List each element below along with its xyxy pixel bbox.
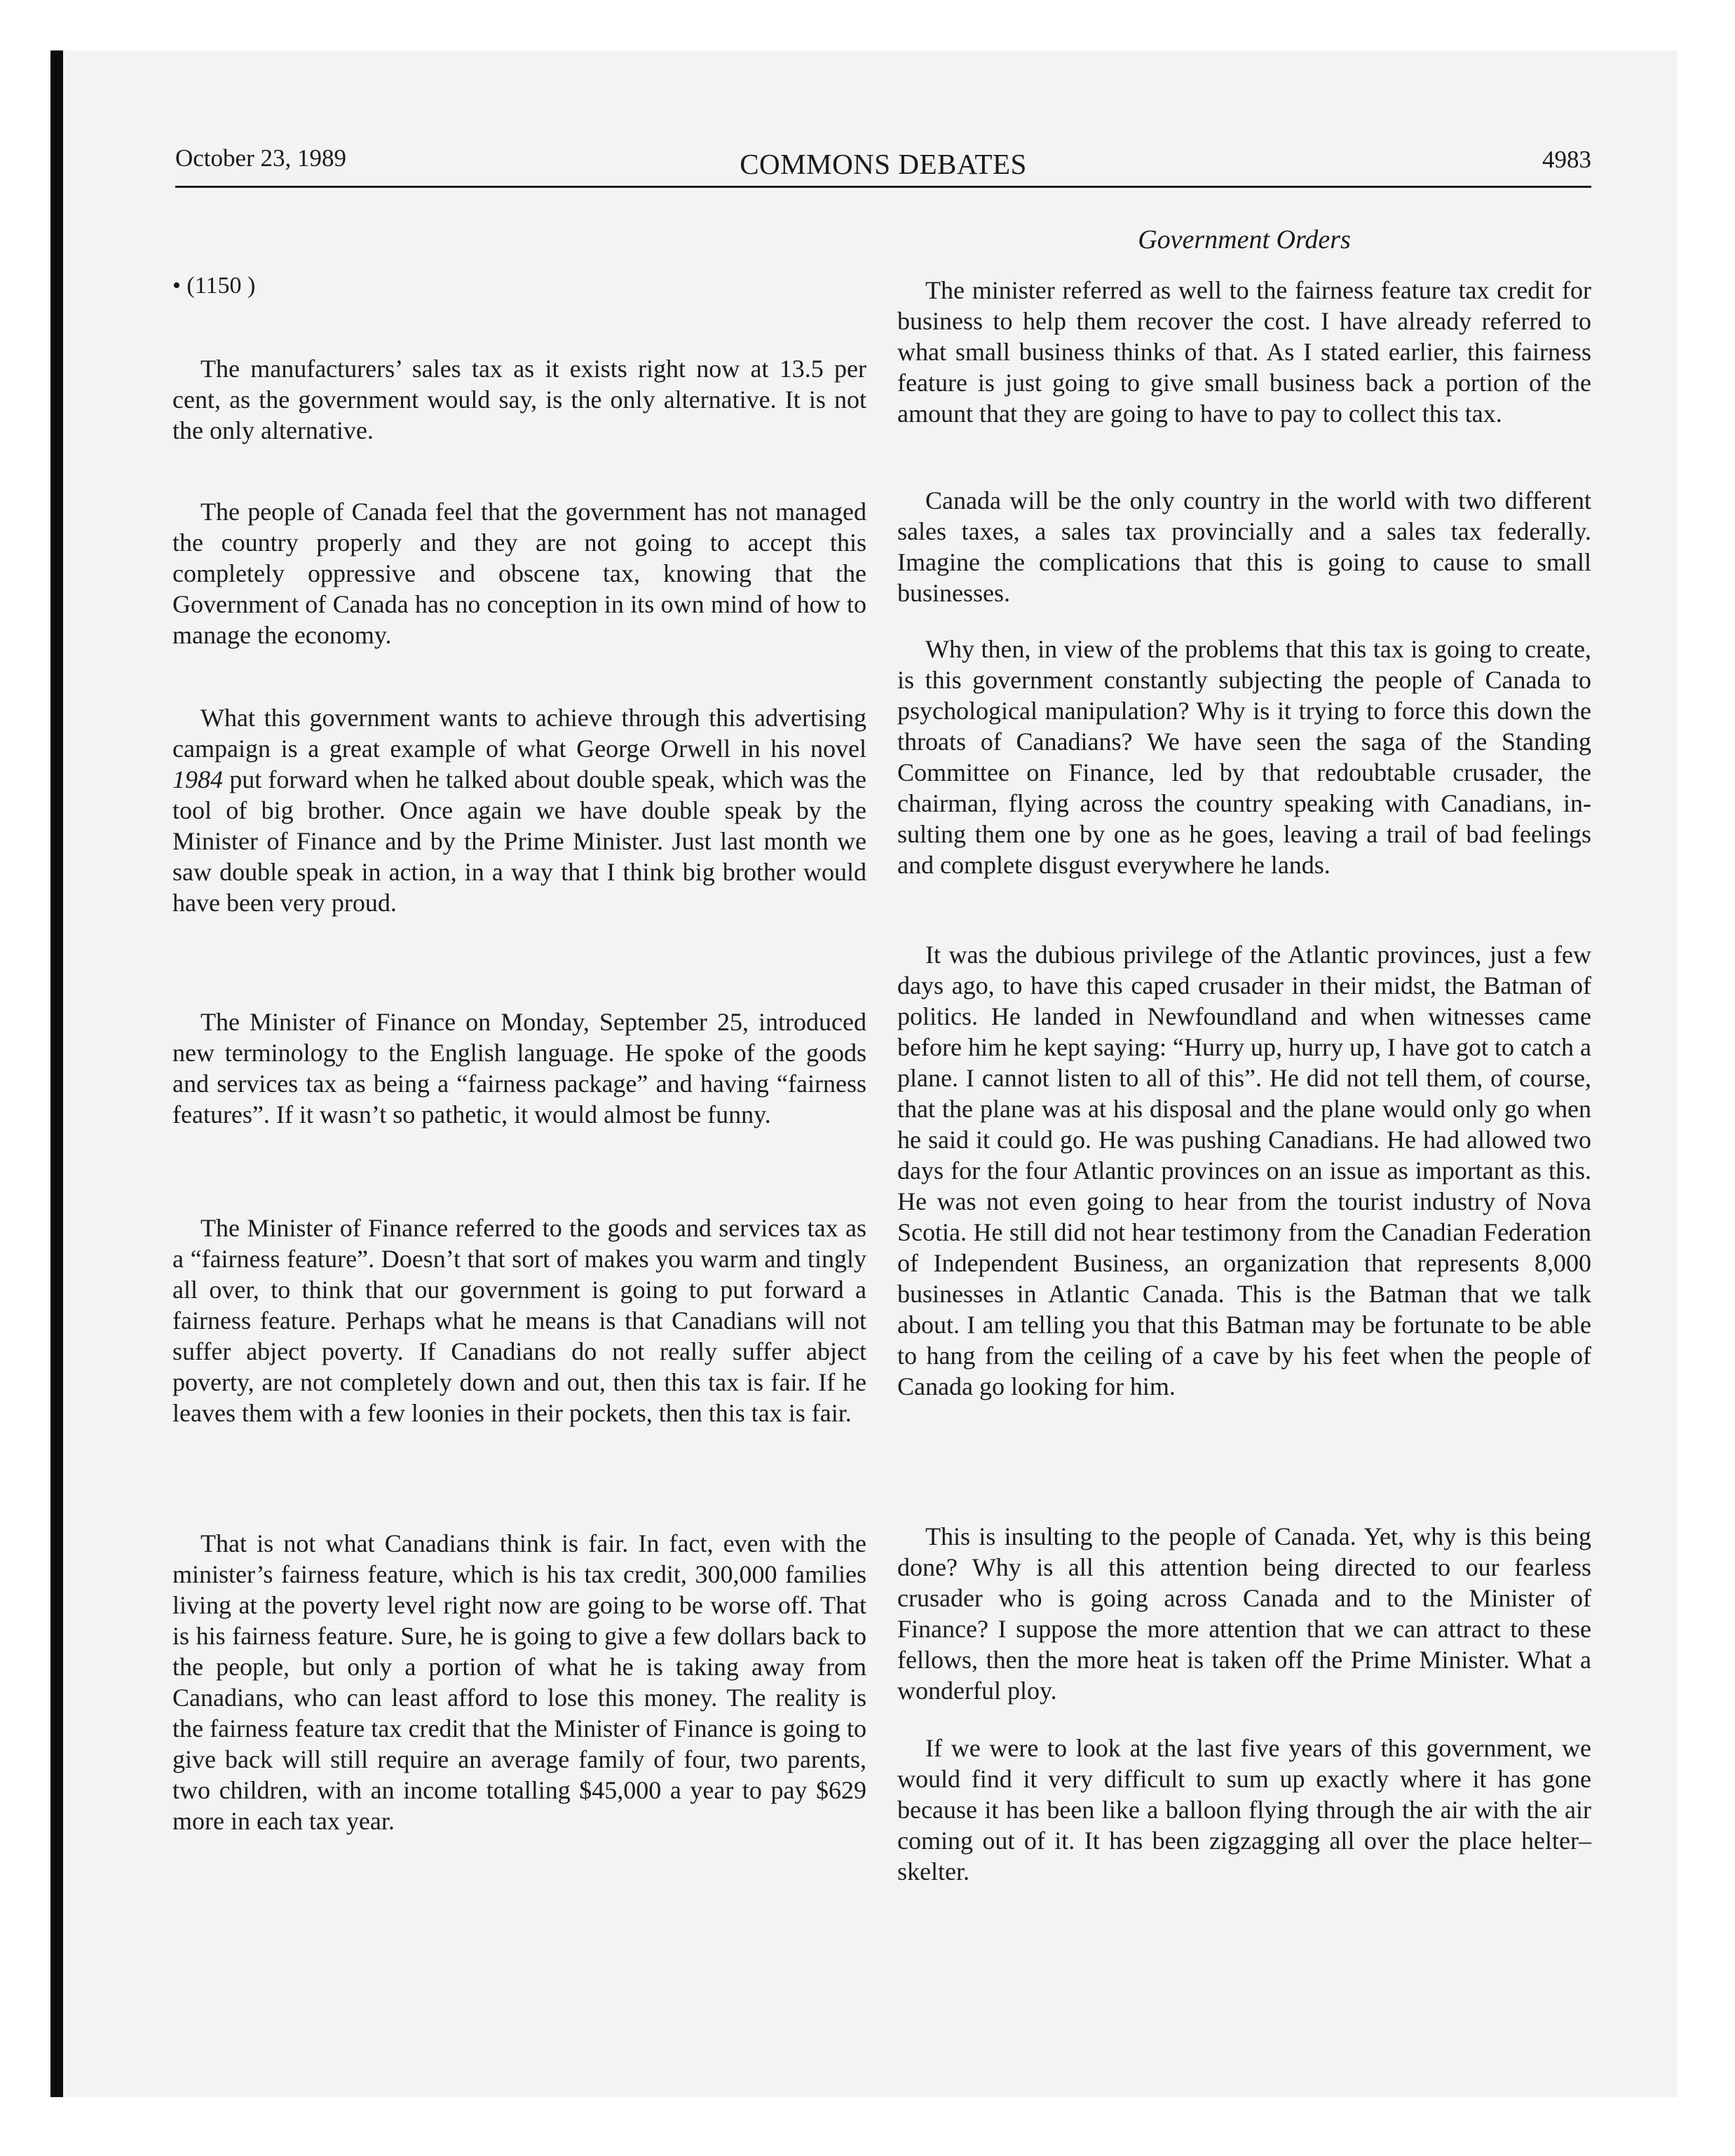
paragraph: The people of Canada feel that the government has not managed the country properly and they are not going to accept this completely oppressive and obscene tax, knowing that the Government of Canada has no conception in its own mind of how to manage the economy. <box>172 498 866 649</box>
paragraph: The manufacturers’ sales tax as it exists right now at 13.5 per cent, as the government would say, is the only alternative. It is not the only alternative. <box>172 355 866 444</box>
paragraph: The Minister of Finance on Monday, September 25, introduced new terminology to the English language. He spoke of the goods and services tax as being a “fairness package” and having “fairness features”. If it wasn’t so pathetic, it would almost be funny. <box>172 1008 866 1128</box>
paragraph: Why then, in view of the problems that this tax is going to create, is this government constantly subjecting the people of Canada to psychological manipulation? Why is it trying to force this down the throats of Canadians? We have seen the saga of the Standing Committee on Finance, led by that redoubtable crusader, the chairman, flying across the country speaking with Canadians, insulting them one by one as he goes, leaving a trail of bad feelings and complete disgust everywhere he lands. <box>897 635 1591 879</box>
header-rule <box>175 186 1591 188</box>
binding-edge-shadow <box>50 50 63 2097</box>
paragraph: Canada will be the only country in the world with two different sales taxes, a sales tax provincially and a sales tax federally. Imagine the complications that this is going to cause to small businesses. <box>897 486 1591 607</box>
paragraph: That is not what Canadians think is fair. In fact, even with the minister’s fairness feature, which is his tax credit, 300,000 families living at the poverty level right now are going to be worse off. That is his fairness feature. Sure, he is going to give a few dollars back to the people, but only a portion of what he is taking away from Canadians, who can least afford to lose this money. The reality is the fairness feature tax credit that the Minister of Finance is going to give back will still require an average family of four, two parents, two children, with an income totalling $45,000 a year to pay $629 more in each tax year. <box>172 1529 866 1835</box>
header-journal-title: COMMONS DEBATES <box>740 148 1027 180</box>
paragraph: This is insulting to the people of Canada. Yet, why is this being done? Why is all this attention being directed to our fearless crusader who is going across Canada and to the Minister of Finance? I suppose the more attention that we can attract to these fellows, then the more heat is taken off the Prime Minister. What a wonderful ploy. <box>897 1522 1591 1705</box>
paragraph-text: put forward when he talked about double speak, which was the tool of big brother. Once again we have double speak by the Minister of Finance and by the Prime Minister. Just last month we saw double speak in action, in a way that I think big brother would have been very proud. <box>172 765 866 917</box>
paragraph <box>172 702 866 918</box>
header-page-number: 4983 <box>1542 146 1591 173</box>
paragraph: If we were to look at the last five years of this government, we would find it very difficult to sum up exactly where it has gone because it has been like a balloon flying through the air with the air coming out of it. It has been zigzagging all over the place helter–skelter. <box>897 1734 1591 1885</box>
section-heading: Government Orders <box>1138 225 1351 254</box>
paragraph: The minister referred as well to the fairness feature tax credit for business to help them recover the cost. I have already referred to what small business thinks of that. As I stated earlier, this fairness feature is just going to give small business back a portion of the amount that they are going to have to pay to collect this tax. <box>897 276 1591 428</box>
running-head <box>175 140 1591 189</box>
time-marker: • (1150 ) <box>172 273 256 299</box>
header-date: October 23, 1989 <box>175 144 346 172</box>
paragraph-text: What this government wants to achieve through this advertising campaign is a great example of what George Orwell in his novel <box>172 704 866 763</box>
paragraph: The Minister of Finance referred to the goods and services tax as a “fairness feature”. Doesn’t that sort of makes you warm and tingly all over, to think that our government is going to put forward a fairness feature. Perhaps what he means is that Canadians will not suffer abject poverty. If Canadians do not really suffer abject poverty, are not completely down and out, then this tax is fair. If he leaves them with a few loonies in their pockets, then this tax is fair. <box>172 1214 866 1427</box>
novel-title: 1984 <box>172 765 223 793</box>
paragraph: It was the dubious privilege of the Atlantic provinces, just a few days ago, to have this caped crusader in their midst, the Batman of politics. He landed in Newfoundland and when witnesses came before him he kept saying: “Hurry up, hurry up, I have got to catch a plane. I cannot listen to all of this”. He did not tell them, of course, that the plane was at his disposal and the plane would only go when he said it could go. He was pushing Canadians. He had allowed two days for the four Atlantic provinces on an issue as important as this. He was not even going to hear from the tourist industry of Nova Scotia. He still did not hear testimony from the Canadian Federation of Independent Business, an organization that represents 8,000 businesses in Atlantic Canada. This is the Batman that we talk about. I am telling you that this Batman may be fortunate to be able to hang from the ceiling of a cave by his feet when the people of Canada go looking for him. <box>897 941 1591 1400</box>
